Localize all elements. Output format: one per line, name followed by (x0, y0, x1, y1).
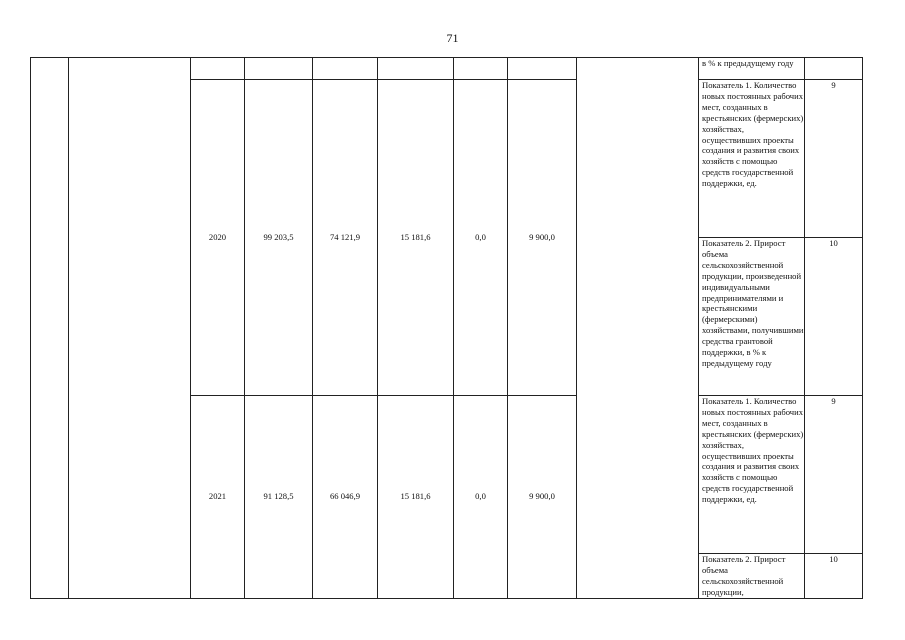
indicator-cell (699, 396, 805, 554)
indicator-value: 10 (829, 554, 838, 564)
table-row (31, 58, 863, 80)
indicator-text: в % к предыдущему году (702, 58, 794, 68)
number-column-cell (31, 58, 69, 599)
indicator-value: 9 (831, 396, 836, 406)
funding-cell (508, 58, 577, 80)
indicator-value-cell (805, 238, 863, 396)
funding-cell (454, 58, 508, 80)
indicator-cell (699, 238, 805, 396)
year-cell: 2020 (191, 80, 245, 396)
activity-name-cell (69, 58, 191, 599)
funding-cell: 9 900,0 (508, 80, 577, 396)
funding-cell: 9 900,0 (508, 396, 577, 599)
funding-cell (313, 58, 378, 80)
indicator-cell (699, 554, 805, 599)
executor-cell (577, 58, 699, 599)
year-cell: 2021 (191, 396, 245, 599)
funding-cell: 66 046,9 (313, 396, 378, 599)
funding-cell: 0,0 (454, 396, 508, 599)
indicator-cell (699, 80, 805, 238)
year-cell (191, 58, 245, 80)
indicator-text: Показатель 2. Прирост объема сельскохозяйственной продукции, (702, 554, 786, 597)
program-financing-table (30, 57, 863, 599)
indicator-text: Показатель 1. Количество новых постоянных рабочих мест, созданных в крестьянских (фермерских) хозяйствах, осуществивших проекты создания и развития своих хозяйств с помощью средств государственной поддержки, ед. (702, 80, 804, 189)
indicator-text: Показатель 2. Прирост объема сельскохозяйственной продукции, произведенной индивидуальными предпринимателями и крестьянскими (фермерскими) хозяйствами, получившими средства грантовой поддержки, в % к предыдущему году (702, 238, 804, 368)
indicator-value-cell (805, 554, 863, 599)
indicator-value-cell (805, 58, 863, 80)
indicator-value: 9 (831, 80, 836, 90)
funding-cell: 15 181,6 (378, 396, 454, 599)
indicator-cell (699, 58, 805, 80)
funding-cell (378, 58, 454, 80)
indicator-value-cell (805, 80, 863, 238)
indicator-value-cell (805, 396, 863, 554)
total-cell: 99 203,5 (245, 80, 313, 396)
total-cell (245, 58, 313, 80)
page-number: 71 (446, 31, 459, 45)
total-cell: 91 128,5 (245, 396, 313, 599)
indicator-value: 10 (829, 238, 838, 248)
funding-cell: 15 181,6 (378, 80, 454, 396)
funding-cell: 0,0 (454, 80, 508, 396)
funding-cell: 74 121,9 (313, 80, 378, 396)
indicator-text: Показатель 1. Количество новых постоянных рабочих мест, созданных в крестьянских (фермерских) хозяйствах, осуществивших проекты создания и развития своих хозяйств с помощью средств государственной поддержки, ед. (702, 396, 804, 505)
